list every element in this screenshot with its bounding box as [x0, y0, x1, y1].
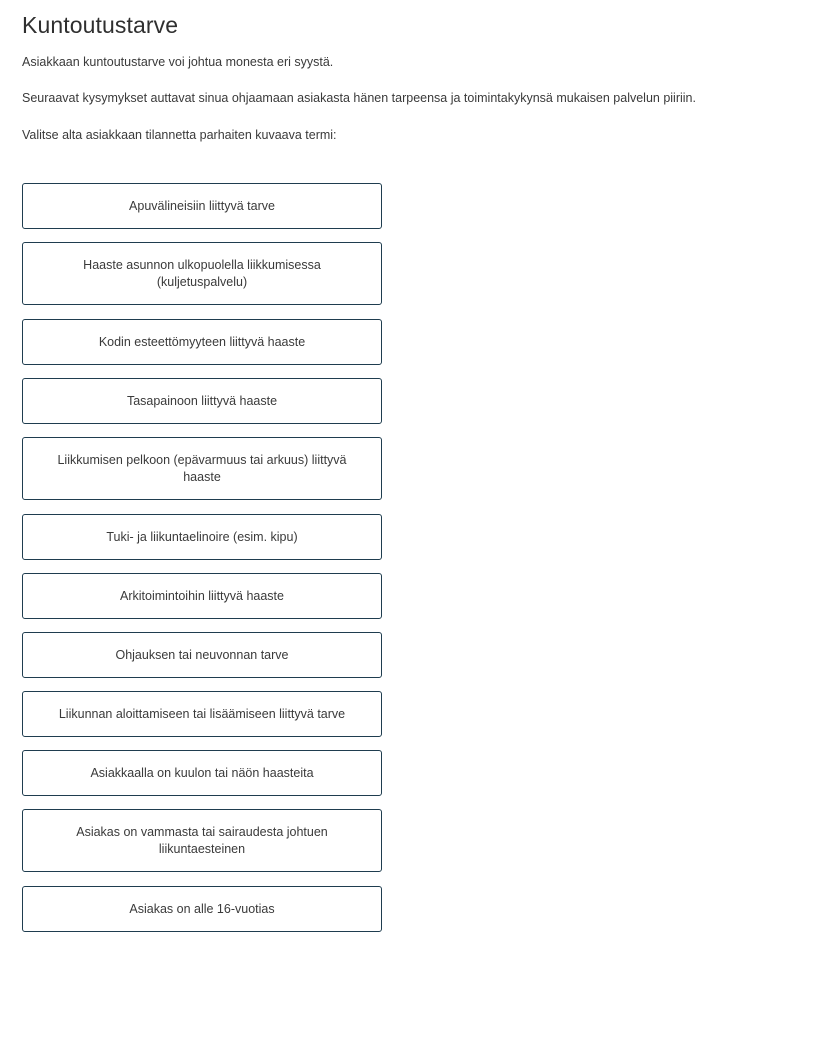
guidance-text: Seuraavat kysymykset auttavat sinua ohjaamaan asiakasta hänen tarpeensa ja toimintakykynsä mukaisen palvelun piiriin. — [22, 91, 696, 105]
option-liikuntaesteinen-button[interactable] — [22, 809, 382, 872]
option-ohjaus-neuvonta-button[interactable] — [22, 632, 382, 678]
option-label: Liikkumisen pelkoon (epävarmuus tai arkuus) liittyvä haaste — [57, 452, 347, 484]
option-alle-16-vuotias-button[interactable] — [22, 886, 382, 932]
option-liikunnan-aloittaminen-button[interactable] — [22, 691, 382, 737]
option-label: Kodin esteettömyyteen liittyvä haaste — [98, 334, 306, 349]
option-label: Asiakas on alle 16-vuotias — [129, 901, 275, 916]
option-label: Liikunnan aloittamiseen tai lisäämiseen liittyvä tarve — [58, 706, 346, 721]
option-label: Asiakas on vammasta tai sairaudesta johtuen liikuntaesteinen — [76, 824, 328, 856]
option-label: Haaste asunnon ulkopuolella liikkumisessa (kuljetuspalvelu) — [83, 257, 321, 289]
option-tasapaino-button[interactable] — [22, 378, 382, 424]
option-kuljetuspalvelu-button[interactable] — [22, 242, 382, 305]
intro-text: Asiakkaan kuntoutustarve voi johtua monesta eri syystä. — [22, 55, 334, 69]
option-kuulo-nako-button[interactable] — [22, 750, 382, 796]
option-list — [22, 183, 382, 945]
option-label: Tuki- ja liikuntaelinoire (esim. kipu) — [106, 529, 298, 544]
option-label: Apuvälineisiin liittyvä tarve — [129, 198, 275, 213]
option-apuvalineet-button[interactable] — [22, 183, 382, 229]
option-tuki-ja-liikuntaelinoire-button[interactable] — [22, 514, 382, 560]
option-kodin-esteettomyys-button[interactable] — [22, 319, 382, 365]
option-arkitoiminnot-button[interactable] — [22, 573, 382, 619]
option-label: Asiakkaalla on kuulon tai näön haasteita — [90, 765, 314, 780]
page-title: Kuntoutustarve — [22, 12, 179, 38]
option-label: Tasapainoon liittyvä haaste — [126, 393, 278, 408]
option-label: Ohjauksen tai neuvonnan tarve — [115, 647, 289, 662]
option-liikkumisen-pelko-button[interactable] — [22, 437, 382, 500]
instruction-text: Valitse alta asiakkaan tilannetta parhaiten kuvaava termi: — [22, 128, 337, 142]
option-label: Arkitoimintoihin liittyvä haaste — [120, 588, 284, 603]
